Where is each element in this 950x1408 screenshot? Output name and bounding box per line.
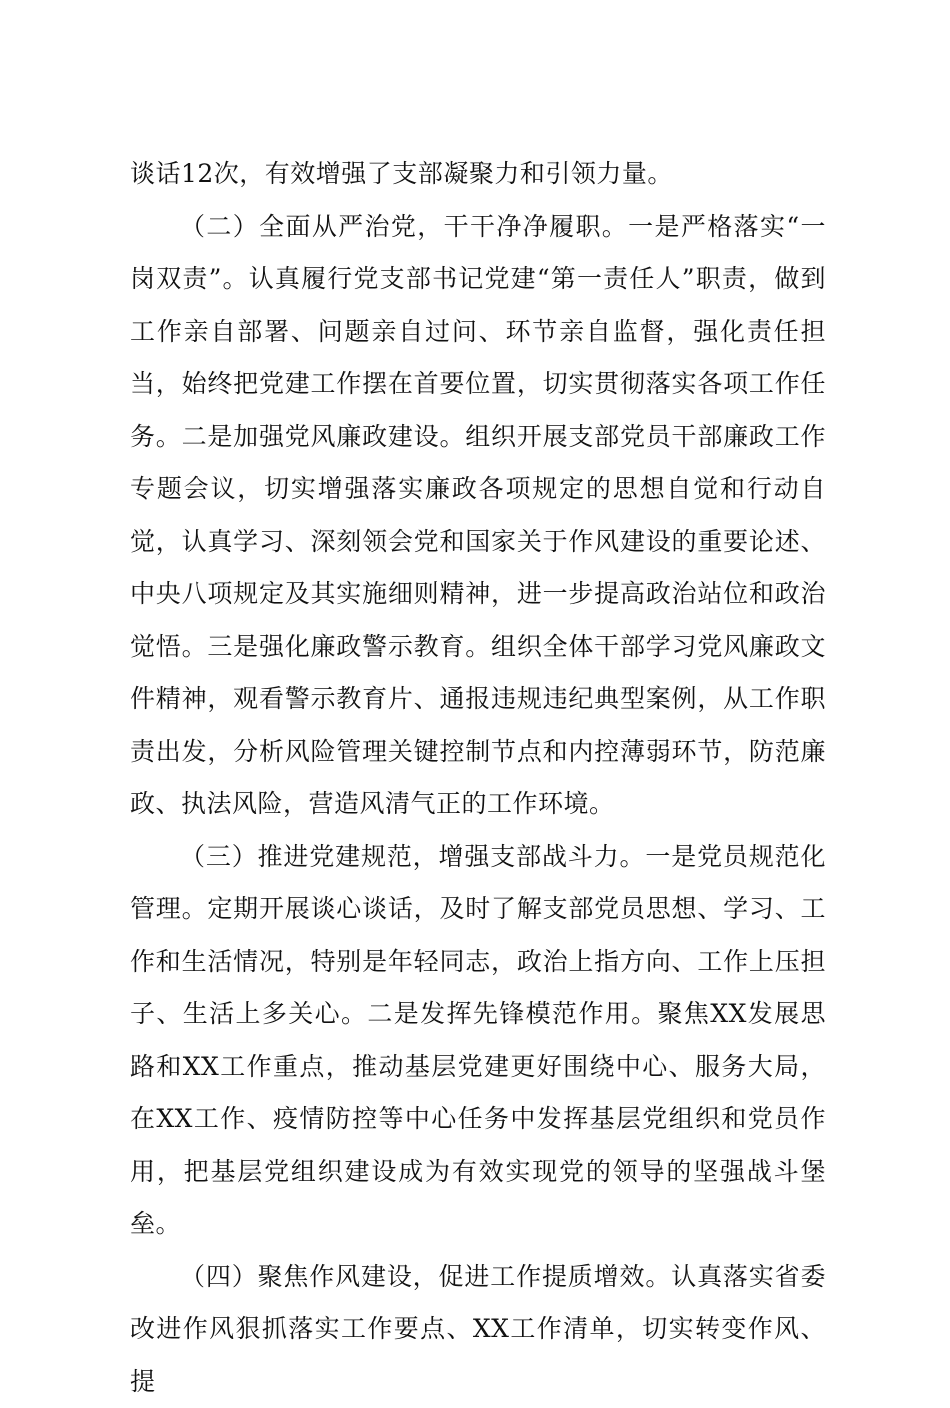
paragraph-section-four: （四）聚焦作风建设，促进工作提质增效。认真落实省委改进作风狠抓落实工作要点、XX工作清单，切实转变作风、提 (130, 1251, 826, 1408)
document-body (130, 148, 826, 1408)
paragraph-section-three: （三）推进党建规范，增强支部战斗力。一是党员规范化管理。定期开展谈心谈话，及时了解支部党员思想、学习、工作和生活情况，特别是年轻同志，政治上指方向、工作上压担子、生活上多关心。二是发挥先锋模范作用。聚焦XX发展思路和XX工作重点，推动基层党建更好围绕中心、服务大局，在XX工作、疫情防控等中心任务中发挥基层党组织和党员作用，把基层党组织建设成为有效实现党的领导的坚强战斗堡垒。 (130, 831, 826, 1251)
paragraph-section-two: （二）全面从严治党，干干净净履职。一是严格落实“一岗双责”。认真履行党支部书记党建“第一责任人”职责，做到工作亲自部署、问题亲自过问、环节亲自监督，强化责任担当，始终把党建工作摆在首要位置，切实贯彻落实各项工作任务。二是加强党风廉政建设。组织开展支部党员干部廉政工作专题会议，切实增强落实廉政各项规定的思想自觉和行动自觉，认真学习、深刻领会党和国家关于作风建设的重要论述、中央八项规定及其实施细则精神，进一步提高政治站位和政治觉悟。三是强化廉政警示教育。组织全体干部学习党风廉政文件精神，观看警示教育片、通报违规违纪典型案例，从工作职责出发，分析风险管理关键控制节点和内控薄弱环节，防范廉政、执法风险，营造风清气正的工作环境。 (130, 201, 826, 831)
paragraph-continuation: 谈话12次，有效增强了支部凝聚力和引领力量。 (130, 148, 826, 201)
